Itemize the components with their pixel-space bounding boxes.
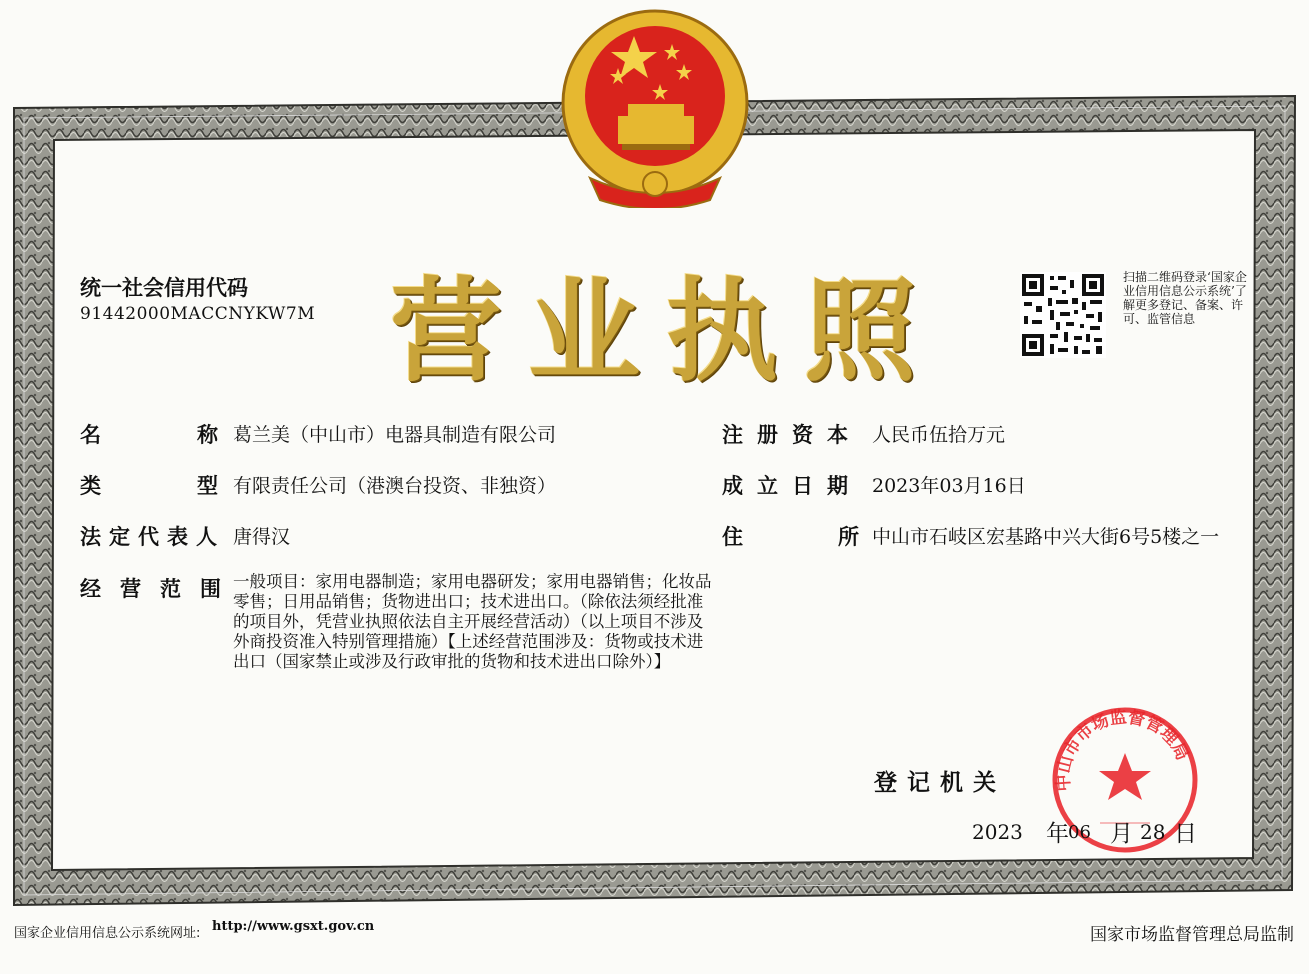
credit-code-value: 91442000MACCNYKW7M — [80, 304, 316, 324]
type-label-1: 类 — [80, 474, 101, 498]
seal-text: 中山市市场监督管理局 — [1053, 707, 1193, 792]
company-type-value: 有限责任公司（港澳台投资、非独资） — [233, 475, 557, 497]
business-scope-value: 一般项目：家用电器制造；家用电器研发；家用电器销售；化妆品零售；日用品销售；货物进出口；技术进出口。（除依法须经批准的项目外，凭营业执照依法自主开展经营活动）（以上项目不涉及外商投资准入特别管理措施）【上述经营范围涉及：货物或技术进出口（国家禁止或涉及行政审批的货物和技术进出口除外）】 — [233, 572, 712, 671]
issue-year: 2023 — [972, 820, 1023, 844]
national-emblem-icon — [560, 8, 750, 208]
establish-date-label: 成立日期 — [722, 474, 862, 498]
credit-code-label: 统一社会信用代码 — [80, 276, 248, 300]
company-name-value: 葛兰美（中山市）电器具制造有限公司 — [233, 424, 557, 446]
issue-year-unit: 年 — [1046, 821, 1069, 847]
qr-caption: 扫描二维码登录‘国家企业信用信息公示系统’了解更多登记、备案、许可、监管信息 — [1123, 270, 1247, 326]
address-value: 中山市石岐区宏基路中兴大街6号5楼之一 — [872, 526, 1220, 548]
capital-label: 注册资本 — [722, 423, 862, 447]
capital-value: 人民币伍拾万元 — [872, 424, 1006, 446]
issue-month: 06 — [1068, 822, 1091, 843]
legal-rep-label: 法定代表人 — [80, 525, 225, 549]
footer-label: 国家企业信用信息公示系统网址: — [14, 926, 201, 941]
legal-rep-value: 唐得汉 — [233, 526, 291, 548]
issue-month-unit: 月 — [1110, 821, 1133, 847]
address-label-1: 住 — [722, 525, 743, 549]
address-label-2: 所 — [838, 525, 859, 549]
scope-label: 经营范围 — [80, 577, 240, 601]
footer-url-link[interactable]: http://www.gsxt.gov.cn — [212, 919, 375, 934]
qr-code-icon[interactable] — [1020, 272, 1106, 358]
name-label-1: 名 — [80, 423, 101, 447]
name-label-2: 称 — [197, 423, 218, 447]
license-title: 营业执照 — [390, 266, 942, 397]
type-label-2: 型 — [197, 474, 218, 498]
footer-supervisor: 国家市场监督管理总局监制 — [1090, 925, 1294, 945]
authority-label: 登记机关 — [874, 770, 1006, 796]
issue-day-unit: 日 — [1174, 821, 1197, 847]
issue-day: 28 — [1140, 820, 1166, 844]
establish-date-value: 2023年03月16日 — [872, 475, 1026, 497]
